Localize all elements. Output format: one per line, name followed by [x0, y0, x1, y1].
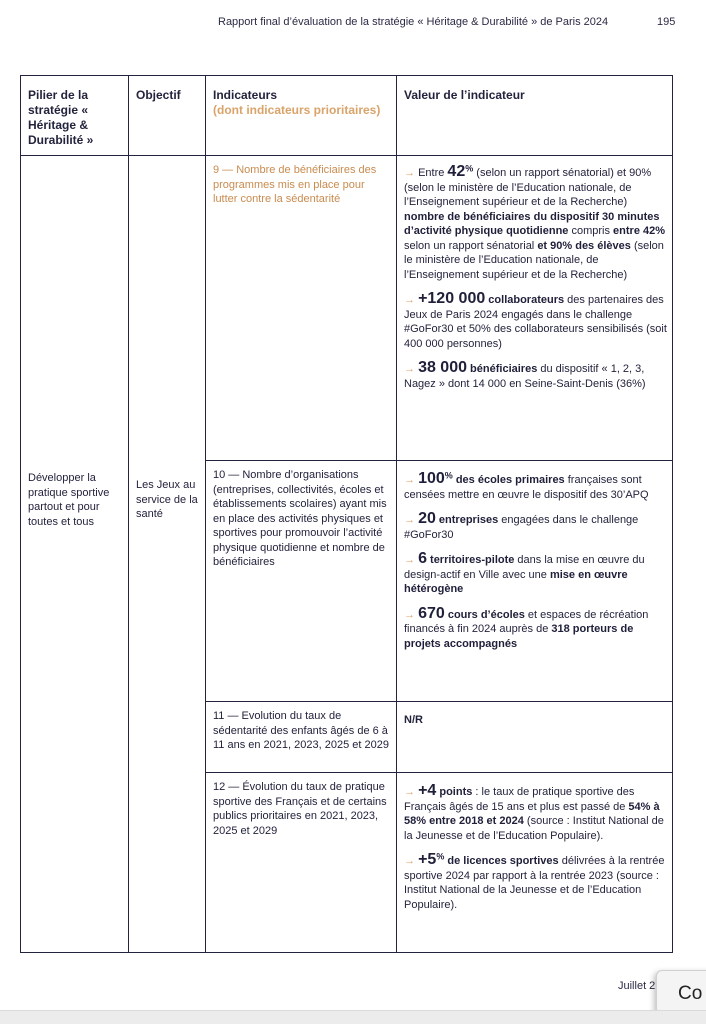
arrow-icon: →	[404, 474, 419, 486]
col-divider	[205, 76, 206, 952]
value-bold: bénéficiaires	[467, 363, 538, 375]
value-text: (selon un rapport sénatorial) et 90% (selon le ministère de l’Education nationale, de l’Enseignement supérieur et de la Recherche)	[404, 167, 652, 208]
value-10-4	[404, 604, 669, 652]
value-bold: collaborateurs	[485, 294, 565, 306]
overlay-button[interactable]: Co	[656, 970, 706, 1014]
value-10-3	[404, 552, 669, 597]
value-9-1	[404, 165, 669, 282]
value-bold: et 90% des élèves	[537, 239, 631, 252]
value-text: du dispositif « 1, 2, 3, Nagez » dont 14 000 en Seine-Saint-Denis (36%)	[404, 363, 646, 390]
value-bold: mise en œuvre hétérogène	[404, 568, 628, 595]
value-text: délivrées à la rentrée sportive 2024 par rapport à la rentrée 2023 (source : Institut National de la Jeunesse et de l’Education Populaire).	[404, 855, 665, 911]
value-bold: cours d’écoles	[444, 608, 525, 621]
row-divider	[205, 701, 672, 702]
value-bold: 318 porteurs de projets accompagnés	[404, 623, 634, 650]
footer-date: Juillet 2	[618, 980, 656, 992]
value-10-1	[404, 472, 669, 502]
value-text: françaises sont censées mettre en œuvre le dispositif des 30’APQ	[404, 474, 649, 501]
value-figure: +5	[418, 851, 437, 868]
bottom-scrollbar[interactable]	[0, 1010, 706, 1024]
value-bold: de licences sportives	[444, 855, 559, 867]
header-pillar: Pilier de la stratégie « Héritage & Durabilité »	[28, 88, 94, 147]
value-bold: 54% à 58% entre 2018 et 2024	[404, 800, 660, 827]
value-10-2	[404, 512, 669, 542]
value-text: dans la mise en œuvre du design-actif en Ville avec une	[404, 554, 645, 581]
row-divider	[205, 460, 672, 461]
value-cell-9	[404, 165, 669, 401]
page-number: 195	[657, 16, 676, 28]
value-cell-10	[404, 472, 669, 661]
header-value: Valeur de l’indicateur	[404, 88, 525, 102]
header-indicators-label: Indicateurs	[213, 88, 278, 102]
arrow-icon: →	[404, 554, 419, 566]
value-unit: %	[465, 163, 474, 174]
arrow-icon: →	[404, 363, 419, 375]
indicator-table	[20, 75, 673, 953]
value-figure: +4	[418, 782, 437, 799]
value-text: des partenaires des Jeux de Paris 2024 engagés dans le challenge #GoFor30 et 50% des collaborateurs sensibilisés (soit 400 000 personnes)	[404, 294, 667, 350]
value-text: compris	[568, 225, 614, 237]
indicator-12: 12 — Évolution du taux de pratique sportive des Français et de certains publics prioritaires en 2021, 2023, 2025 et 2029	[213, 781, 387, 837]
value-12-2	[404, 853, 669, 912]
value-text: Entre	[418, 167, 445, 179]
value-unit: %	[444, 470, 453, 481]
value-9-2	[404, 292, 669, 351]
header-title: Rapport final d’évaluation de la stratégie « Héritage & Durabilité » de Paris 2024	[218, 16, 609, 28]
value-figure: 670	[418, 604, 445, 622]
value-bold: des écoles primaires	[452, 474, 565, 486]
value-12-1	[404, 784, 669, 843]
value-figure: 100	[418, 470, 445, 487]
indicator-10: 10 — Nombre d’organisations (entreprises, collectivités, écoles et établissements scolaires) ayant mis en place des activités physiques et sportives pour promouvoir l’activité physique quotidienne et nombre de bénéficiaires	[213, 469, 387, 568]
pillar-cell: Développer la pratique sportive partout et pour toutes et tous	[28, 472, 110, 528]
value-figure: +120 000	[418, 290, 486, 307]
page-header	[0, 14, 706, 34]
value-cell-12	[404, 784, 669, 922]
arrow-icon: →	[404, 514, 419, 526]
indicator-9: 9 — Nombre de bénéficiaires des programmes mis en place pour lutter contre la sédentarité	[213, 164, 377, 205]
value-unit: %	[436, 851, 445, 862]
value-text: et espaces de récréation financés à fin 2024 auprès de	[404, 608, 649, 635]
value-9-3	[404, 361, 669, 391]
value-bold: points	[436, 786, 473, 798]
header-indicators-sub: (dont indicateurs prioritaires)	[213, 103, 381, 117]
header-divider	[21, 155, 672, 156]
value-text: (selon le ministère de l’Education nationale, de l’Enseignement supérieur et de la Recherche)	[404, 239, 664, 281]
value-bold: territoires-pilote	[426, 554, 515, 566]
value-bold: entre 42%	[613, 225, 666, 237]
value-cell-11: N/R	[404, 714, 423, 726]
value-text: selon un rapport sénatorial	[404, 239, 538, 252]
value-figure: 6	[418, 550, 427, 567]
indicator-11: 11 — Evolution du taux de sédentarité des enfants âgés de 6 à 11 ans en 2021, 2023, 2025 et 2029	[213, 710, 389, 751]
value-bold: nombre de bénéficiaires du dispositif 30 minutes d’activité physique quotidienne	[404, 210, 660, 237]
row-divider	[205, 772, 672, 773]
arrow-icon: →	[404, 167, 419, 179]
arrow-icon: →	[404, 294, 419, 306]
arrow-icon: →	[404, 608, 419, 621]
header-indicators	[213, 88, 388, 118]
value-figure: 42	[447, 163, 466, 180]
value-figure: 38 000	[418, 359, 467, 376]
value-bold: entreprises	[435, 514, 499, 526]
col-divider	[128, 76, 129, 952]
value-text: (source : Institut National de la Jeunesse et de l’Education Populaire).	[404, 815, 664, 842]
value-text: : le taux de pratique sportive des Français âgés de 15 ans et plus est passé de	[404, 786, 635, 813]
value-figure: 20	[418, 510, 436, 527]
value-text: engagées dans le challenge #GoFor30	[404, 514, 639, 541]
objective-cell: Les Jeux au service de la santé	[136, 479, 198, 520]
arrow-icon: →	[404, 855, 419, 867]
arrow-icon: →	[404, 786, 419, 798]
header-objective: Objectif	[136, 88, 181, 102]
col-divider	[396, 76, 397, 952]
